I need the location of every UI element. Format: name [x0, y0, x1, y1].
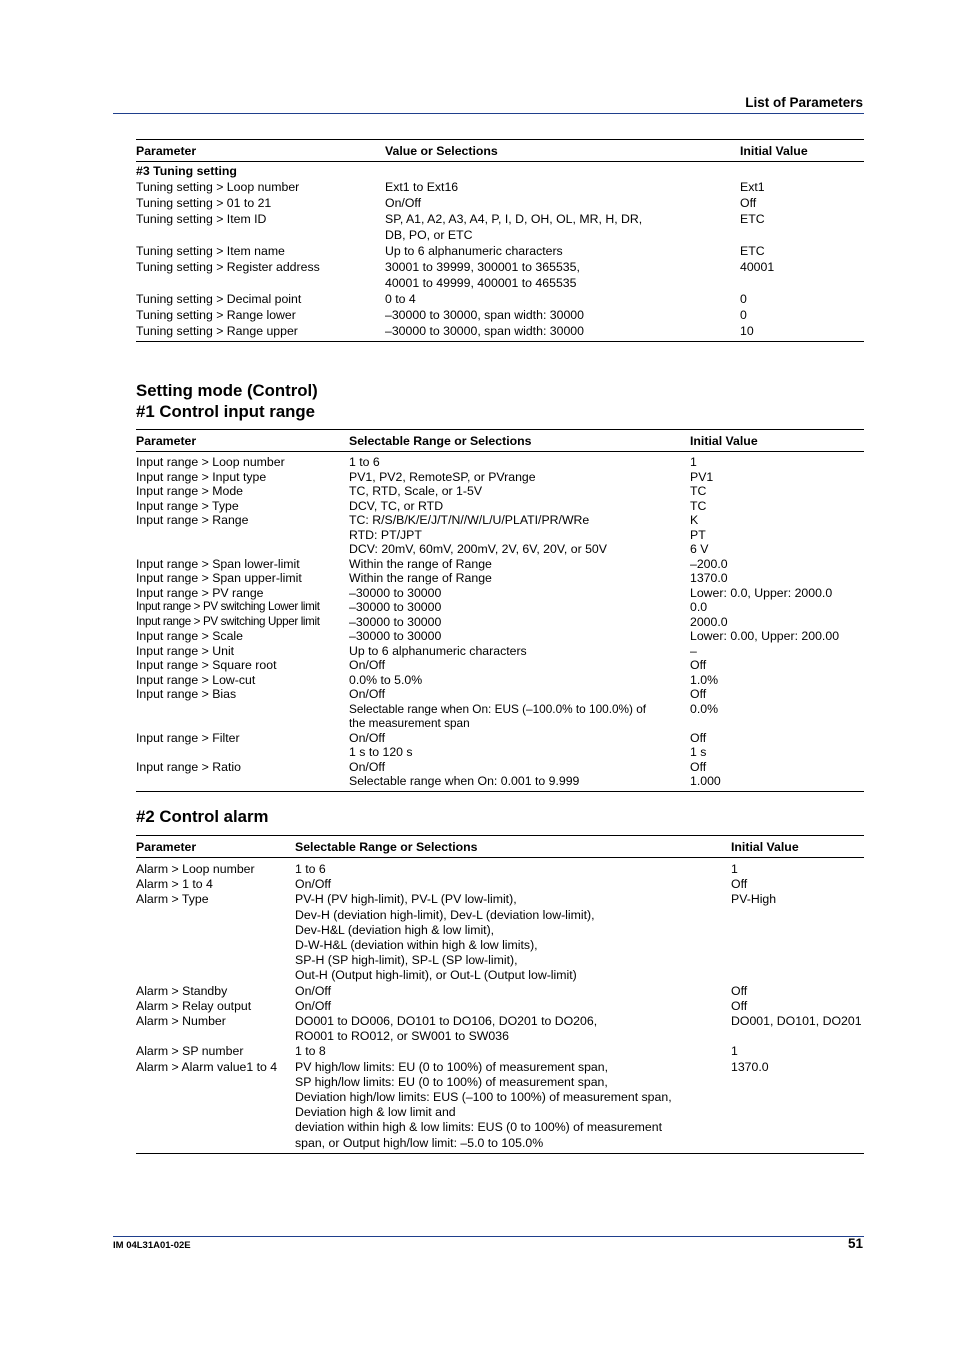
table-row: [136, 892, 864, 983]
initial-line: TC: [690, 484, 707, 498]
value-line: –30000 to 30000, span width: 30000: [385, 308, 584, 322]
table-row: [136, 243, 864, 259]
table-row: [136, 760, 864, 789]
parameter-cell: Alarm > Loop number: [136, 862, 255, 876]
value-line: –30000 to 30000, span width: 30000: [385, 324, 584, 338]
table-row: [136, 687, 864, 731]
value-line: D-W-H&L (deviation within high & low limits),: [295, 938, 538, 953]
initial-value-cell: 1370.0: [731, 1059, 769, 1074]
initial-line: 6 V: [690, 542, 709, 556]
value-line: Out-H (Output high-limit), or Out-L (Output low-limit): [295, 968, 577, 983]
table-row: [136, 1060, 864, 1151]
initial-line: 1: [690, 455, 697, 469]
initial-value-cell: Off: [731, 998, 748, 1013]
initial-line: Off: [690, 730, 707, 745]
value-line: On/Off: [385, 196, 421, 210]
table-header: [136, 429, 864, 452]
value-cell: [295, 999, 731, 1014]
parameter-cell: Input range > Type: [136, 498, 239, 513]
control-alarm-table: [136, 835, 864, 1154]
parameter-cell: Input range > Span upper-limit: [136, 571, 302, 585]
table-row: [136, 484, 864, 499]
initial-value-cell: 0: [740, 292, 747, 306]
initial-line: 1 s: [690, 745, 707, 759]
table-row: [136, 673, 864, 688]
value-line: SP high/low limits: EU (0 to 100%) of measurement span,: [295, 1074, 608, 1089]
column-header-selections: Selectable Range or Selections: [295, 839, 478, 854]
table-row: [136, 629, 864, 644]
footer-doc-code: IM 04L31A01-02E: [113, 1240, 191, 1251]
value-line: 1 to 6: [349, 455, 380, 469]
initial-value-cell: [690, 600, 864, 615]
column-header-initial: Initial Value: [740, 143, 808, 158]
initial-line: Lower: 0.0, Upper: 2000.0: [690, 585, 833, 600]
value-line: DO001 to DO006, DO101 to DO106, DO201 to DO206,: [295, 1014, 598, 1029]
value-line: span, or Output high/low limit: –5.0 to 105.0%: [295, 1135, 544, 1150]
parameter-cell: Alarm > Relay output: [136, 998, 252, 1013]
table-row: [136, 999, 864, 1014]
value-line: On/Off: [349, 687, 385, 701]
value-line: On/Off: [295, 983, 331, 998]
parameter-cell: Input range > Unit: [136, 643, 235, 658]
value-line: PV-H (PV high-limit), PV-L (PV low-limit),: [295, 892, 517, 907]
table-row: [136, 731, 864, 760]
table-row: [136, 1044, 864, 1059]
initial-value-cell: [690, 484, 864, 499]
value-line: On/Off: [295, 877, 331, 892]
value-cell: [295, 892, 731, 983]
section-heading-control: [136, 380, 318, 422]
parameter-cell: Tuning setting > Loop number: [136, 180, 300, 194]
value-line: TC: R/S/B/K/E/J/T/N//W/L/U/PLATI/PR/WRe: [349, 513, 590, 527]
value-line: 40001 to 49999, 400001 to 465535: [385, 276, 577, 290]
value-cell: [385, 195, 740, 211]
group-title: #3 Tuning setting: [136, 164, 237, 178]
value-cell: [385, 179, 740, 195]
heading-setting-mode: Setting mode (Control): [136, 381, 318, 400]
value-line: 1 to 8: [295, 1044, 326, 1059]
value-line: PV1, PV2, RemoteSP, or PVrange: [349, 469, 536, 484]
initial-value-cell: PV-High: [731, 892, 777, 907]
value-cell: [349, 615, 690, 630]
value-line: 0 to 4: [385, 292, 416, 306]
initial-value-cell: 10: [740, 324, 754, 338]
value-line: –30000 to 30000: [349, 600, 442, 614]
parameter-cell: Alarm > Type: [136, 892, 209, 907]
initial-line: PV1: [690, 469, 714, 484]
column-header-parameter: Parameter: [136, 143, 197, 158]
initial-value-cell: [690, 513, 864, 557]
value-cell: [349, 586, 690, 601]
value-line: TC, RTD, Scale, or 1-5V: [349, 484, 483, 498]
table-row: [136, 644, 864, 659]
value-line: Within the range of Range: [349, 556, 492, 571]
initial-value-cell: [690, 644, 864, 659]
table-row: [136, 211, 864, 243]
initial-value-cell: 1: [731, 1044, 738, 1059]
initial-value-cell: [690, 687, 864, 731]
parameter-cell: Tuning setting > Range upper: [136, 324, 298, 338]
value-cell: [385, 323, 740, 339]
value-cell: [349, 687, 690, 731]
table-row: [136, 658, 864, 673]
value-cell: [385, 243, 740, 259]
initial-value-cell: [690, 586, 864, 601]
table-row: [136, 586, 864, 601]
value-line: Dev-H&L (deviation high & low limit),: [295, 922, 495, 937]
value-line: Up to 6 alphanumeric characters: [349, 643, 527, 658]
parameter-cell: Input range > PV range: [136, 585, 264, 600]
value-cell: [349, 600, 690, 615]
initial-value-cell: [690, 470, 864, 485]
parameter-cell: Alarm > 1 to 4: [136, 877, 213, 892]
initial-value-cell: [690, 673, 864, 688]
value-cell: [385, 291, 740, 307]
value-cell: [295, 1014, 731, 1044]
value-line: –30000 to 30000: [349, 585, 442, 600]
parameter-cell: Input range > Mode: [136, 484, 243, 498]
table-row: [136, 291, 864, 307]
column-header-parameter: Parameter: [136, 839, 197, 854]
initial-line: K: [690, 513, 699, 527]
parameter-cell: Input range > PV switching Upper limit: [136, 614, 320, 628]
initial-value-cell: Off: [731, 877, 748, 892]
initial-line: PT: [690, 527, 706, 542]
value-line: 1 to 6: [295, 862, 326, 876]
value-line: DCV: 20mV, 60mV, 200mV, 2V, 6V, 20V, or 50V: [349, 542, 607, 556]
initial-value-cell: [690, 658, 864, 673]
parameter-cell: Alarm > SP number: [136, 1044, 244, 1059]
initial-value-cell: 40001: [740, 260, 775, 274]
header-rule: [113, 113, 864, 114]
value-cell: [295, 877, 731, 892]
value-line: On/Off: [349, 658, 385, 672]
value-cell: [349, 658, 690, 673]
initial-value-cell: [690, 760, 864, 789]
value-line: Deviation high/low limits: EUS (–100 to 100%) of measurement span,: [295, 1090, 672, 1105]
table-row: [136, 862, 864, 877]
parameter-cell: Input range > Scale: [136, 629, 243, 643]
initial-value-cell: [690, 455, 864, 470]
table-header: [136, 139, 864, 162]
table-row: [136, 615, 864, 630]
initial-value-cell: [690, 557, 864, 572]
initial-value-cell: [690, 571, 864, 586]
initial-line: 1.000: [690, 774, 721, 788]
value-line: Deviation high & low limit and: [295, 1105, 456, 1120]
table-body: [136, 162, 864, 342]
initial-line: 2000.0: [690, 614, 728, 629]
value-line: DCV, TC, or RTD: [349, 498, 444, 513]
initial-line: Off: [690, 687, 707, 701]
value-line: DB, PO, or ETC: [385, 228, 473, 242]
parameter-cell: Tuning setting > Range lower: [136, 308, 296, 322]
value-line: On/Off: [349, 759, 385, 774]
table-row: [136, 1014, 864, 1044]
column-header-initial: Initial Value: [731, 839, 799, 854]
value-line: RO001 to RO012, or SW001 to SW036: [295, 1029, 509, 1044]
parameter-cell: Tuning setting > Item name: [136, 244, 285, 258]
value-line: Ext1 to Ext16: [385, 180, 459, 194]
value-line: Selectable range when On: 0.001 to 9.999: [349, 774, 580, 788]
initial-line: [690, 716, 864, 731]
column-header-initial: Initial Value: [690, 433, 758, 448]
value-cell: [349, 513, 690, 557]
value-cell: [349, 571, 690, 586]
tuning-setting-table: [136, 139, 864, 342]
initial-value-cell: 0: [740, 308, 747, 322]
column-header-parameter: Parameter: [136, 433, 197, 448]
table-row: [136, 259, 864, 291]
value-line: Selectable range when On: EUS (–100.0% to 100.0%) of: [349, 701, 647, 716]
initial-line: –: [690, 643, 697, 658]
value-line: Within the range of Range: [349, 571, 492, 585]
initial-line: –200.0: [690, 556, 728, 571]
column-header-value: Value or Selections: [385, 143, 498, 158]
value-cell: [349, 760, 690, 789]
parameter-cell: Tuning setting > Register address: [136, 260, 320, 274]
table-row: [136, 470, 864, 485]
value-line: 30001 to 39999, 300001 to 365535,: [385, 260, 580, 274]
value-cell: [385, 259, 740, 291]
initial-value-cell: ETC: [740, 244, 765, 258]
value-cell: [349, 731, 690, 760]
table-row: [136, 984, 864, 999]
parameter-cell: Input range > Input type: [136, 469, 267, 484]
initial-line: 1370.0: [690, 571, 728, 585]
value-cell: [349, 673, 690, 688]
value-cell: [349, 455, 690, 470]
parameter-cell: Input range > Span lower-limit: [136, 556, 300, 571]
parameter-cell: Alarm > Standby: [136, 983, 228, 998]
value-cell: [295, 1060, 731, 1151]
value-line: On/Off: [295, 998, 331, 1013]
parameter-cell: Tuning setting > Decimal point: [136, 292, 302, 306]
initial-value-cell: ETC: [740, 212, 765, 226]
value-line: SP, A1, A2, A3, A4, P, I, D, OH, OL, MR, H, DR,: [385, 212, 643, 226]
value-cell: [385, 307, 740, 323]
table-body: [136, 858, 864, 1154]
initial-line: Lower: 0.00, Upper: 200.00: [690, 629, 840, 643]
parameter-cell: Input range > Filter: [136, 730, 240, 745]
value-line: 1 s to 120 s: [349, 745, 413, 759]
table-row: [136, 455, 864, 470]
input-range-table: [136, 429, 864, 792]
value-cell: [295, 1044, 731, 1059]
value-line: SP-H (SP high-limit), SP-L (SP low-limit),: [295, 953, 518, 968]
initial-line: Off: [690, 658, 707, 672]
value-line: –30000 to 30000: [349, 629, 442, 643]
initial-value-cell: [690, 615, 864, 630]
parameter-cell: Tuning setting > Item ID: [136, 212, 267, 226]
parameter-cell: Input range > Ratio: [136, 759, 241, 774]
value-cell: [385, 211, 740, 243]
value-line: the measurement span: [349, 716, 470, 730]
table-row: [136, 195, 864, 211]
value-cell: [349, 484, 690, 499]
table-row: [136, 571, 864, 586]
parameter-cell: Alarm > Number: [136, 1014, 226, 1029]
table-row: [136, 600, 864, 615]
column-header-selections: Selectable Range or Selections: [349, 433, 532, 448]
table-row: [136, 323, 864, 339]
initial-line: TC: [690, 498, 707, 513]
table-row: [136, 499, 864, 514]
value-cell: [295, 862, 731, 877]
table-row: [136, 307, 864, 323]
table-row: [136, 513, 864, 557]
initial-value-cell: [690, 499, 864, 514]
footer-rule: [113, 1236, 864, 1237]
table-row: [136, 877, 864, 892]
parameter-cell: Alarm > Alarm value1 to 4: [136, 1059, 278, 1074]
initial-value-cell: 1: [731, 862, 738, 876]
initial-line: 0.0%: [690, 701, 719, 716]
section-heading-control-alarm: #2 Control alarm: [136, 807, 269, 826]
parameter-cell: Input range > Square root: [136, 658, 277, 672]
initial-line: Off: [690, 759, 707, 774]
initial-value-cell: DO001, DO101, DO201: [731, 1014, 862, 1029]
table-header: [136, 835, 864, 858]
table-row: [136, 557, 864, 572]
initial-value-cell: [690, 629, 864, 644]
initial-value-cell: Ext1: [740, 180, 765, 194]
page-header-title: List of Parameters: [745, 95, 863, 110]
value-line: PV high/low limits: EU (0 to 100%) of measurement span,: [295, 1059, 609, 1074]
parameter-cell: Input range > Bias: [136, 687, 237, 701]
value-cell: [349, 644, 690, 659]
table-row: [136, 179, 864, 195]
value-line: Dev-H (deviation high-limit), Dev-L (deviation low-limit),: [295, 907, 595, 922]
value-cell: [349, 499, 690, 514]
value-line: deviation within high & low limits: EUS (0 to 100%) of measurement: [295, 1120, 663, 1135]
parameter-cell: Input range > Low-cut: [136, 672, 256, 687]
value-cell: [295, 984, 731, 999]
value-line: 0.0% to 5.0%: [349, 672, 423, 687]
initial-value-cell: Off: [740, 196, 757, 210]
parameter-cell: Input range > PV switching Lower limit: [136, 600, 320, 613]
heading-control-input-range: #1 Control input range: [136, 402, 316, 421]
value-cell: [349, 629, 690, 644]
parameter-cell: Input range > Loop number: [136, 455, 285, 469]
parameter-cell: Input range > Range: [136, 513, 249, 527]
initial-value-cell: Off: [731, 983, 748, 998]
initial-value-cell: [690, 731, 864, 760]
value-cell: [349, 470, 690, 485]
table-body: [136, 452, 864, 792]
initial-line: 1.0%: [690, 672, 719, 687]
initial-line: 0.0: [690, 600, 708, 614]
value-line: On/Off: [349, 730, 385, 745]
value-cell: [349, 557, 690, 572]
parameter-cell: Tuning setting > 01 to 21: [136, 196, 272, 210]
value-line: Up to 6 alphanumeric characters: [385, 244, 563, 258]
value-line: –30000 to 30000: [349, 614, 442, 629]
footer-page-number: 51: [847, 1236, 863, 1251]
value-line: RTD: PT/JPT: [349, 527, 422, 542]
